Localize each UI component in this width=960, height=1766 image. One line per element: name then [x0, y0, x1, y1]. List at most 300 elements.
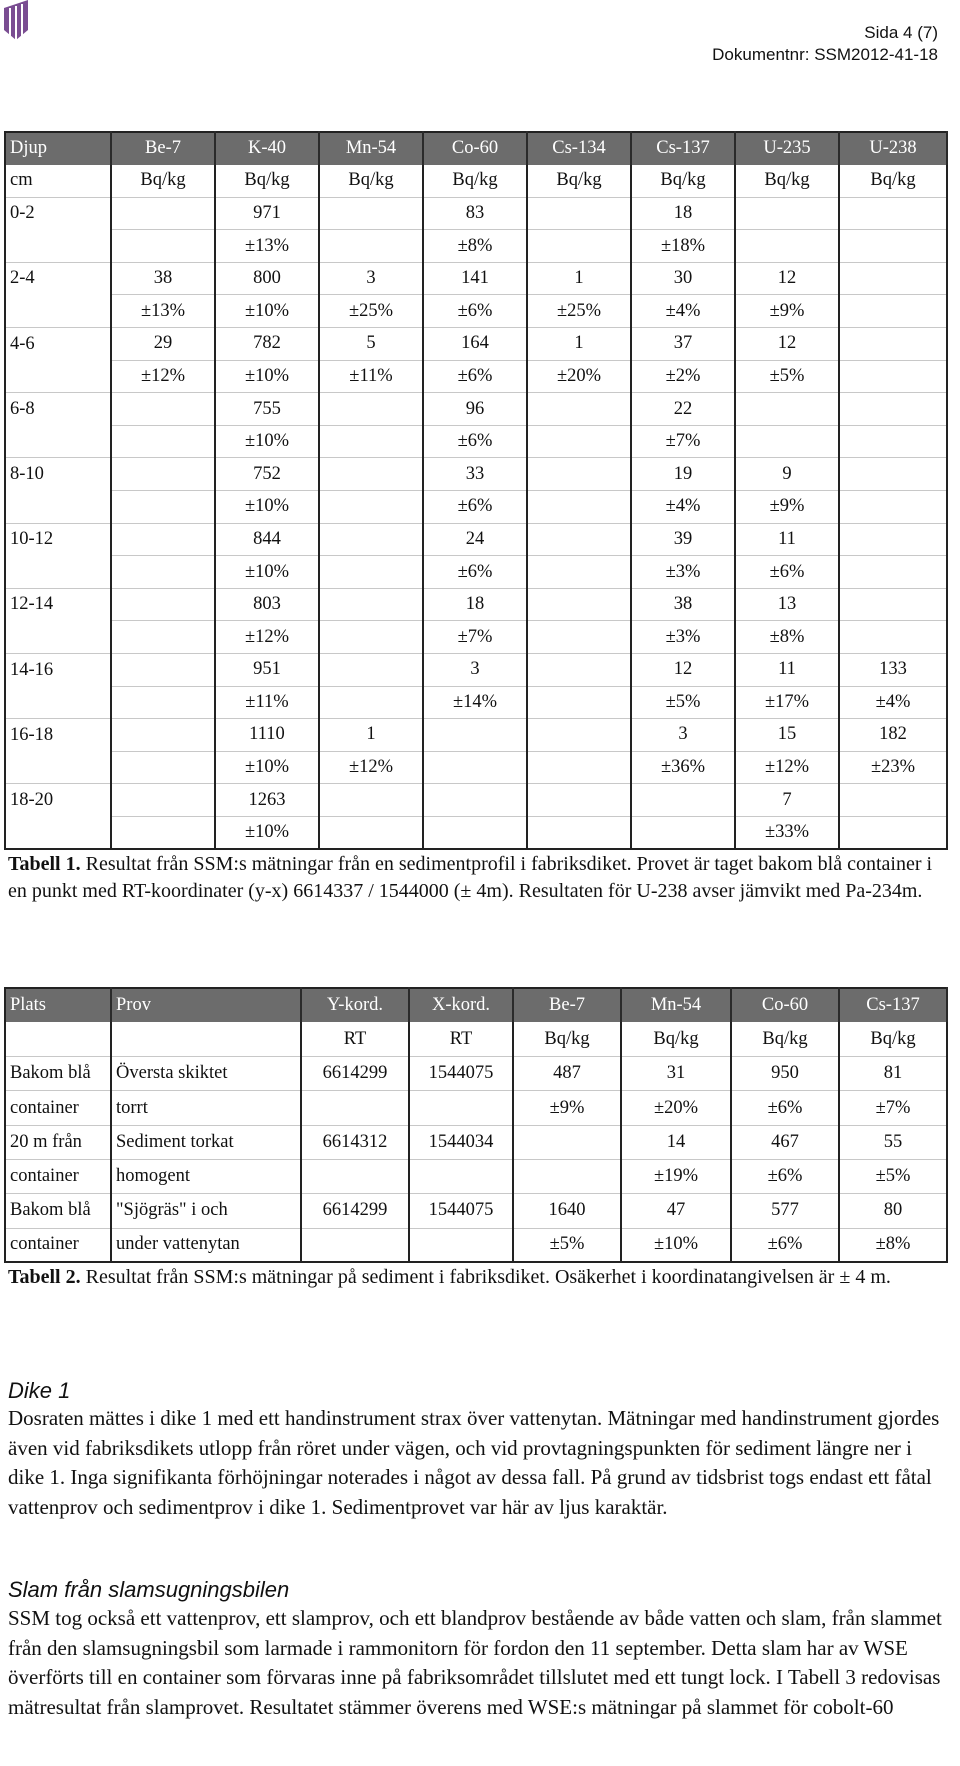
- value-cell: 33: [423, 458, 527, 491]
- value-cell: [319, 197, 423, 230]
- sample-cell: "Sjögräs" i och: [111, 1194, 301, 1228]
- value-cell: ±6%: [731, 1159, 839, 1193]
- value-cell: 18: [423, 588, 527, 621]
- uncertainty-row: [5, 686, 947, 719]
- unit-cell: Bq/kg: [215, 165, 319, 198]
- location-cell: Bakom blå: [5, 1194, 111, 1228]
- unit-cell: Bq/kg: [731, 1022, 839, 1056]
- table-row: [5, 1091, 947, 1125]
- uncertainty-cell: ±9%: [735, 491, 839, 524]
- table-row: [5, 328, 947, 361]
- value-cell: 30: [631, 262, 735, 295]
- uncertainty-cell: [839, 360, 947, 393]
- unit-cell: Bq/kg: [621, 1022, 731, 1056]
- uncertainty-cell: [111, 621, 215, 654]
- value-cell: [513, 1159, 621, 1193]
- table-2-caption-text: Resultat från SSM:s mätningar på sediment i fabriksdiket. Osäkerhet i koordinatangivelsen är ± 4 m.: [80, 1266, 891, 1288]
- value-cell: [423, 719, 527, 752]
- uncertainty-cell: ±13%: [111, 295, 215, 328]
- uncertainty-cell: [319, 425, 423, 458]
- uncertainty-cell: ±2%: [631, 360, 735, 393]
- depth-cell-spacer: [5, 491, 111, 524]
- value-cell: 1: [527, 328, 631, 361]
- value-cell: [527, 523, 631, 556]
- depth-cell: 8-10: [5, 458, 111, 491]
- value-cell: 24: [423, 523, 527, 556]
- value-cell: 1544075: [409, 1194, 513, 1228]
- value-cell: 83: [423, 197, 527, 230]
- uncertainty-row: [5, 816, 947, 849]
- depth-cell: 16-18: [5, 719, 111, 752]
- uncertainty-cell: ±4%: [631, 295, 735, 328]
- value-cell: 11: [735, 523, 839, 556]
- uncertainty-cell: ±23%: [839, 751, 947, 784]
- value-cell: 141: [423, 262, 527, 295]
- uncertainty-cell: [319, 230, 423, 263]
- uncertainty-cell: [527, 230, 631, 263]
- uncertainty-cell: [111, 425, 215, 458]
- uncertainty-cell: ±6%: [423, 295, 527, 328]
- depth-cell: 2-4: [5, 262, 111, 295]
- uncertainty-cell: [527, 816, 631, 849]
- depth-cell: 18-20: [5, 784, 111, 817]
- uncertainty-cell: ±6%: [735, 556, 839, 589]
- uncertainty-cell: [735, 230, 839, 263]
- location-cell: container: [5, 1228, 111, 1262]
- value-cell: 1110: [215, 719, 319, 752]
- unit-cell: Bq/kg: [527, 165, 631, 198]
- uncertainty-cell: [527, 686, 631, 719]
- value-cell: 1640: [513, 1194, 621, 1228]
- uncertainty-cell: [319, 816, 423, 849]
- unit-cell: RT: [409, 1022, 513, 1056]
- uncertainty-cell: ±10%: [215, 360, 319, 393]
- value-cell: [409, 1159, 513, 1193]
- value-cell: 13: [735, 588, 839, 621]
- value-cell: 752: [215, 458, 319, 491]
- depth-cell-spacer: [5, 230, 111, 263]
- depth-cell-spacer: [5, 621, 111, 654]
- uncertainty-cell: [839, 491, 947, 524]
- table-2-caption: [8, 1264, 948, 1291]
- value-cell: [319, 523, 423, 556]
- uncertainty-row: [5, 295, 947, 328]
- unit-cell: [5, 1022, 111, 1056]
- uncertainty-cell: ±18%: [631, 230, 735, 263]
- section-heading-slam: Slam från slamsugningsbilen: [8, 1577, 290, 1602]
- value-cell: 5: [319, 328, 423, 361]
- uncertainty-cell: [839, 556, 947, 589]
- table-row: [5, 262, 947, 295]
- value-cell: [839, 523, 947, 556]
- value-cell: [839, 458, 947, 491]
- uncertainty-cell: ±7%: [423, 621, 527, 654]
- column-header: Mn-54: [319, 132, 423, 165]
- table-1-caption-label: Tabell 1.: [8, 853, 81, 875]
- table-row: [5, 654, 947, 687]
- value-cell: [527, 458, 631, 491]
- value-cell: 487: [513, 1057, 621, 1091]
- uncertainty-cell: [111, 686, 215, 719]
- sample-cell: torrt: [111, 1091, 301, 1125]
- units-row: [5, 1022, 947, 1056]
- unit-cell: Bq/kg: [839, 165, 947, 198]
- uncertainty-cell: ±4%: [839, 686, 947, 719]
- uncertainty-cell: ±12%: [319, 751, 423, 784]
- uncertainty-cell: ±10%: [215, 491, 319, 524]
- column-header: Co-60: [423, 132, 527, 165]
- uncertainty-row: [5, 230, 947, 263]
- uncertainty-cell: ±8%: [735, 621, 839, 654]
- sample-cell: under vattenytan: [111, 1228, 301, 1262]
- value-cell: 22: [631, 393, 735, 426]
- uncertainty-cell: ±12%: [111, 360, 215, 393]
- value-cell: [839, 588, 947, 621]
- value-cell: [301, 1091, 409, 1125]
- depth-cell-spacer: [5, 686, 111, 719]
- sample-cell: homogent: [111, 1159, 301, 1193]
- value-cell: 11: [735, 654, 839, 687]
- uncertainty-cell: ±33%: [735, 816, 839, 849]
- value-cell: ±5%: [839, 1159, 947, 1193]
- table-row: [5, 784, 947, 817]
- uncertainty-cell: [319, 686, 423, 719]
- value-cell: [735, 197, 839, 230]
- uncertainty-cell: [111, 491, 215, 524]
- column-header: U-235: [735, 132, 839, 165]
- value-cell: [111, 393, 215, 426]
- uncertainty-cell: [527, 425, 631, 458]
- value-cell: 96: [423, 393, 527, 426]
- uncertainty-cell: [527, 621, 631, 654]
- logo: [0, 0, 32, 44]
- uncertainty-cell: ±3%: [631, 621, 735, 654]
- value-cell: 3: [423, 654, 527, 687]
- uncertainty-cell: [839, 621, 947, 654]
- uncertainty-cell: ±12%: [215, 621, 319, 654]
- value-cell: 844: [215, 523, 319, 556]
- value-cell: 38: [631, 588, 735, 621]
- document-number: Dokumentnr: SSM2012-41-18: [712, 45, 938, 64]
- unit-cell: Bq/kg: [513, 1022, 621, 1056]
- column-header: Djup: [5, 132, 111, 165]
- uncertainty-cell: ±5%: [735, 360, 839, 393]
- table-row: [5, 197, 947, 230]
- value-cell: 577: [731, 1194, 839, 1228]
- uncertainty-cell: ±6%: [423, 360, 527, 393]
- value-cell: 3: [631, 719, 735, 752]
- depth-cell: 0-2: [5, 197, 111, 230]
- location-cell: container: [5, 1159, 111, 1193]
- uncertainty-cell: [111, 816, 215, 849]
- value-cell: [839, 393, 947, 426]
- value-cell: ±7%: [839, 1091, 947, 1125]
- value-cell: [301, 1228, 409, 1262]
- value-cell: ±9%: [513, 1091, 621, 1125]
- value-cell: [839, 197, 947, 230]
- column-header: U-238: [839, 132, 947, 165]
- value-cell: 1263: [215, 784, 319, 817]
- column-header: Co-60: [731, 988, 839, 1022]
- table-1-caption-text: Resultat från SSM:s mätningar från en sedimentprofil i fabriksdiket. Provet är taget bakom blå container i en punkt med RT-koordinater (y-x) 6614337 / 1544000 (± 4m). Resultaten för U-238 avser jämvikt med Pa-234m.: [8, 853, 933, 902]
- value-cell: 164: [423, 328, 527, 361]
- depth-cell-spacer: [5, 816, 111, 849]
- value-cell: 6614312: [301, 1125, 409, 1159]
- value-cell: [319, 458, 423, 491]
- uncertainty-cell: [527, 556, 631, 589]
- uncertainty-cell: [839, 295, 947, 328]
- depth-cell: 10-12: [5, 523, 111, 556]
- column-header: Y-kord.: [301, 988, 409, 1022]
- uncertainty-row: [5, 621, 947, 654]
- depth-cell-spacer: [5, 751, 111, 784]
- value-cell: 182: [839, 719, 947, 752]
- uncertainty-cell: ±20%: [527, 360, 631, 393]
- value-cell: 80: [839, 1194, 947, 1228]
- depth-cell: 14-16: [5, 654, 111, 687]
- uncertainty-cell: ±14%: [423, 686, 527, 719]
- uncertainty-cell: [631, 816, 735, 849]
- uncertainty-cell: [423, 751, 527, 784]
- value-cell: [111, 588, 215, 621]
- value-cell: 7: [735, 784, 839, 817]
- column-header: Prov: [111, 988, 301, 1022]
- uncertainty-cell: [111, 751, 215, 784]
- value-cell: 37: [631, 328, 735, 361]
- table-2-caption-label: Tabell 2.: [8, 1266, 81, 1288]
- value-cell: 1: [527, 262, 631, 295]
- uncertainty-cell: ±9%: [735, 295, 839, 328]
- value-cell: 950: [731, 1057, 839, 1091]
- value-cell: 19: [631, 458, 735, 491]
- section-text-slam: SSM tog också ett vattenprov, ett slamprov, och ett blandprov bestående av både vatten och slam, från slammet från den slamsugningsbil som larmade i rammonitorn för fordon den 11 september. Detta slam har av WSE överförts till en container som förvaras inne på fabriksområdet tillslutet med ett tungt lock. I Tabell 3 redovisas mätresultat från slamprovet. Resultatet stämmer överens med WSE:s mätningar på slammet för cobolt-60: [8, 1606, 942, 1719]
- table-row: [5, 719, 947, 752]
- value-cell: 755: [215, 393, 319, 426]
- table-1-caption: [8, 851, 948, 905]
- depth-cell: 12-14: [5, 588, 111, 621]
- value-cell: 133: [839, 654, 947, 687]
- value-cell: [527, 784, 631, 817]
- table-row: [5, 1159, 947, 1193]
- unit-cell: RT: [301, 1022, 409, 1056]
- value-cell: 6614299: [301, 1194, 409, 1228]
- table-1: [4, 131, 948, 850]
- table-row: [5, 523, 947, 556]
- column-header: Cs-137: [631, 132, 735, 165]
- value-cell: [319, 588, 423, 621]
- unit-cell: cm: [5, 165, 111, 198]
- uncertainty-cell: [839, 816, 947, 849]
- value-cell: 14: [621, 1125, 731, 1159]
- table-row: [5, 1228, 947, 1262]
- uncertainty-cell: [735, 425, 839, 458]
- uncertainty-cell: ±6%: [423, 425, 527, 458]
- value-cell: 3: [319, 262, 423, 295]
- location-cell: container: [5, 1091, 111, 1125]
- uncertainty-cell: ±10%: [215, 816, 319, 849]
- uncertainty-cell: [423, 816, 527, 849]
- value-cell: [631, 784, 735, 817]
- uncertainty-cell: [527, 491, 631, 524]
- uncertainty-cell: ±10%: [215, 556, 319, 589]
- value-cell: [111, 784, 215, 817]
- sample-cell: Översta skiktet: [111, 1057, 301, 1091]
- page-number: Sida 4 (7): [864, 23, 938, 42]
- uncertainty-cell: [839, 425, 947, 458]
- value-cell: [111, 719, 215, 752]
- value-cell: [527, 393, 631, 426]
- depth-cell-spacer: [5, 425, 111, 458]
- value-cell: 971: [215, 197, 319, 230]
- value-cell: 55: [839, 1125, 947, 1159]
- value-cell: [839, 784, 947, 817]
- value-cell: [409, 1091, 513, 1125]
- value-cell: [319, 654, 423, 687]
- uncertainty-cell: ±10%: [215, 295, 319, 328]
- page-header: [712, 22, 938, 66]
- value-cell: ±8%: [839, 1228, 947, 1262]
- uncertainty-cell: ±8%: [423, 230, 527, 263]
- table-header-row: [5, 132, 947, 165]
- table-row: [5, 1057, 947, 1091]
- value-cell: [301, 1159, 409, 1193]
- value-cell: ±19%: [621, 1159, 731, 1193]
- uncertainty-cell: ±6%: [423, 556, 527, 589]
- value-cell: 29: [111, 328, 215, 361]
- unit-cell: Bq/kg: [111, 165, 215, 198]
- uncertainty-row: [5, 425, 947, 458]
- location-cell: 20 m från: [5, 1125, 111, 1159]
- uncertainty-cell: ±6%: [423, 491, 527, 524]
- uncertainty-cell: [319, 491, 423, 524]
- uncertainty-row: [5, 556, 947, 589]
- uncertainty-cell: ±25%: [319, 295, 423, 328]
- value-cell: 9: [735, 458, 839, 491]
- value-cell: 12: [735, 328, 839, 361]
- value-cell: [409, 1228, 513, 1262]
- table-2: [4, 987, 948, 1263]
- uncertainty-row: [5, 360, 947, 393]
- value-cell: [527, 588, 631, 621]
- value-cell: [527, 197, 631, 230]
- uncertainty-cell: [319, 621, 423, 654]
- uncertainty-cell: [839, 230, 947, 263]
- table-row: [5, 588, 947, 621]
- value-cell: [527, 719, 631, 752]
- value-cell: [319, 784, 423, 817]
- unit-cell: Bq/kg: [319, 165, 423, 198]
- sample-cell: Sediment torkat: [111, 1125, 301, 1159]
- uncertainty-cell: ±17%: [735, 686, 839, 719]
- depth-cell-spacer: [5, 360, 111, 393]
- depth-cell-spacer: [5, 556, 111, 589]
- value-cell: ±6%: [731, 1091, 839, 1125]
- column-header: K-40: [215, 132, 319, 165]
- table-header-row: [5, 988, 947, 1022]
- value-cell: 31: [621, 1057, 731, 1091]
- value-cell: [423, 784, 527, 817]
- uncertainty-cell: ±10%: [215, 751, 319, 784]
- table-row: [5, 458, 947, 491]
- uncertainty-cell: [319, 556, 423, 589]
- section-heading-dike-1: Dike 1: [8, 1378, 71, 1403]
- value-cell: 1544075: [409, 1057, 513, 1091]
- value-cell: 18: [631, 197, 735, 230]
- units-row: [5, 165, 947, 198]
- value-cell: [527, 654, 631, 687]
- column-header: Be-7: [513, 988, 621, 1022]
- uncertainty-cell: ±11%: [319, 360, 423, 393]
- value-cell: 803: [215, 588, 319, 621]
- table-row: [5, 1194, 947, 1228]
- column-header: Cs-134: [527, 132, 631, 165]
- uncertainty-cell: ±25%: [527, 295, 631, 328]
- location-cell: Bakom blå: [5, 1057, 111, 1091]
- unit-cell: Bq/kg: [735, 165, 839, 198]
- depth-cell: 4-6: [5, 328, 111, 361]
- value-cell: [839, 328, 947, 361]
- uncertainty-cell: [111, 230, 215, 263]
- uncertainty-cell: ±10%: [215, 425, 319, 458]
- value-cell: [513, 1125, 621, 1159]
- column-header: X-kord.: [409, 988, 513, 1022]
- value-cell: 12: [631, 654, 735, 687]
- value-cell: 81: [839, 1057, 947, 1091]
- value-cell: 1: [319, 719, 423, 752]
- value-cell: ±5%: [513, 1228, 621, 1262]
- value-cell: 6614299: [301, 1057, 409, 1091]
- value-cell: 15: [735, 719, 839, 752]
- value-cell: 39: [631, 523, 735, 556]
- value-cell: 800: [215, 262, 319, 295]
- uncertainty-cell: ±7%: [631, 425, 735, 458]
- value-cell: [111, 458, 215, 491]
- uncertainty-cell: ±13%: [215, 230, 319, 263]
- value-cell: ±20%: [621, 1091, 731, 1125]
- value-cell: 467: [731, 1125, 839, 1159]
- uncertainty-cell: ±11%: [215, 686, 319, 719]
- uncertainty-cell: [111, 556, 215, 589]
- value-cell: [735, 393, 839, 426]
- uncertainty-cell: ±36%: [631, 751, 735, 784]
- value-cell: 1544034: [409, 1125, 513, 1159]
- value-cell: [111, 654, 215, 687]
- value-cell: [111, 197, 215, 230]
- value-cell: ±10%: [621, 1228, 731, 1262]
- uncertainty-cell: ±5%: [631, 686, 735, 719]
- uncertainty-row: [5, 751, 947, 784]
- depth-cell: 6-8: [5, 393, 111, 426]
- value-cell: 12: [735, 262, 839, 295]
- uncertainty-cell: ±4%: [631, 491, 735, 524]
- section-text-dike-1: Dosraten mättes i dike 1 med ett handinstrument strax över vattenytan. Mätningar med handinstrument gjordes även vid fabriksdikets utlopp från röret under vägen, och vid provtagningspunkten för sediment längre ner i dike 1. Inga signifikanta förhöjningar noterades i något av dessa fall. På grund av tidsbrist togs endast ett fåtal vattenprov och sedimentprov i dike 1. Sedimentprovet var här av ljus karaktär.: [8, 1406, 940, 1519]
- value-cell: 47: [621, 1194, 731, 1228]
- value-cell: [839, 262, 947, 295]
- value-cell: [111, 523, 215, 556]
- depth-cell-spacer: [5, 295, 111, 328]
- unit-cell: Bq/kg: [839, 1022, 947, 1056]
- uncertainty-row: [5, 491, 947, 524]
- value-cell: 38: [111, 262, 215, 295]
- value-cell: 782: [215, 328, 319, 361]
- column-header: Cs-137: [839, 988, 947, 1022]
- column-header: Plats: [5, 988, 111, 1022]
- column-header: Be-7: [111, 132, 215, 165]
- uncertainty-cell: [527, 751, 631, 784]
- table-row: [5, 393, 947, 426]
- column-header: Mn-54: [621, 988, 731, 1022]
- value-cell: ±6%: [731, 1228, 839, 1262]
